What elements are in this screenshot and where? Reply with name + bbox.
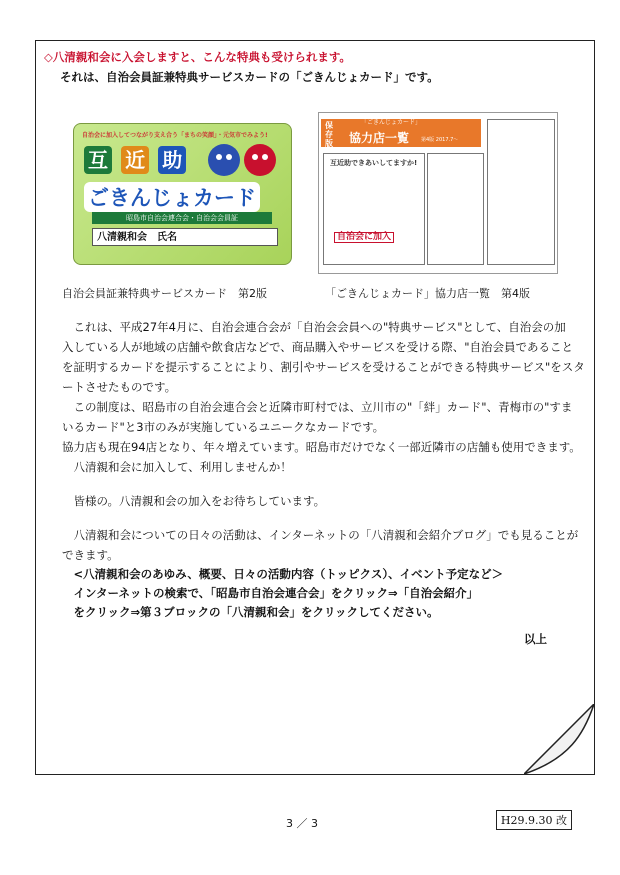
leaflet-caption: 「ごきんじょカード」協力店一覧 第4版 <box>325 287 530 300</box>
body-p2-line2: いるカード"と3市のみが実施しているユニークなカードです。 <box>62 420 385 434</box>
leaflet-panel-right <box>487 119 555 265</box>
card-holder: 八清親和会 氏名 <box>92 228 278 246</box>
card-kanji-2: 近 <box>121 146 149 174</box>
body-p4-line1: 八清親和会についての日々の活動は、インターネットの「八清親和会紹介ブログ」でも見ることが <box>62 528 579 542</box>
body-p1-line4: ートさせたものです。 <box>62 380 177 394</box>
body-p5-line2: インターネットの検索で、「昭島市自治会連合会」をクリック⇒「自治会紹介」 <box>62 586 479 600</box>
leaflet-slogan: 互近助できあいしてますか! <box>330 159 418 167</box>
leaflet-badge: 第4版 2017.7～ <box>421 137 459 143</box>
leaflet-join: 自治会に加入 <box>334 232 394 243</box>
body-p1-line3: を証明するカードを提示することにより、割引やサービスを受けることができる特典サービス"をスタ <box>62 360 585 374</box>
body-p1-line2: 入している人が地域の店舗や飲食店などで、商品購入やサービスを受ける際、"自治会員であること <box>62 340 574 354</box>
leaflet-title: 協力店一覧 <box>349 131 410 145</box>
leaflet-panel-middle <box>427 153 484 265</box>
body-p3: 皆様の。八清親和会の加入をお待ちしています。 <box>62 494 326 508</box>
intro-subheading: それは、自治会員証兼特典サービスカードの「ごきんじょカード」です。 <box>60 70 439 84</box>
card-kanji-3: 助 <box>158 146 186 174</box>
card-top-text: 自治会に加入してつながり支え合う「まちの笑顔」・元気市でみよう! <box>82 132 268 139</box>
body-p2-line3: 協力店も現在94店となり、年々増えています。昭島市だけでなく一部近隣市の店舗も使用できます。 <box>62 440 581 454</box>
page-curl-icon <box>524 704 594 774</box>
body-p4-line2: できます。 <box>62 548 119 562</box>
card-kanji-row <box>84 146 190 174</box>
card-caption: 自治会員証兼特典サービスカード 第2版 <box>62 287 267 300</box>
body-p2-line4: 八清親和会に加入して、利用しませんか！ <box>62 460 292 474</box>
card-kanji-1: 互 <box>84 146 112 174</box>
leaflet-hozon: 保存版 <box>325 121 333 148</box>
service-card-image <box>73 123 292 265</box>
intro-heading: ◇八清親和会に入会しますと、こんな特典も受けられます。 <box>44 50 351 64</box>
closing-text: 以上 <box>524 632 547 646</box>
card-name: ごきんじょカード <box>84 182 260 212</box>
page-number: 3 ／ 3 <box>286 817 318 830</box>
body-p5-line3: をクリック⇒第３ブロックの「八清親和会」をクリックしてください。 <box>62 605 439 619</box>
leaflet-panel-left <box>323 153 425 265</box>
version-stamp: H29.9.30 改 <box>496 810 572 830</box>
body-p5-line1: <八清親和会のあゆみ、概要、日々の活動内容（トッピクス）、イベント予定など＞ <box>62 567 504 581</box>
mascot-icon <box>204 138 284 182</box>
store-list-leaflet-image <box>318 112 558 274</box>
card-band: 昭島市自治会連合会・自治会会員証 <box>92 212 272 224</box>
body-p2-line1: この制度は、昭島市の自治会連合会と近隣市町村では、立川市の"「絆」カード"、青梅市の"すま <box>62 400 573 414</box>
leaflet-subtitle: 「ごきんじょカード」 <box>361 119 422 126</box>
leaflet-header <box>321 119 481 147</box>
body-p1-line1: これは、平成27年4月に、自治会連合会が「自治会会員への"特典サービス"として、自治会の加 <box>62 320 566 334</box>
